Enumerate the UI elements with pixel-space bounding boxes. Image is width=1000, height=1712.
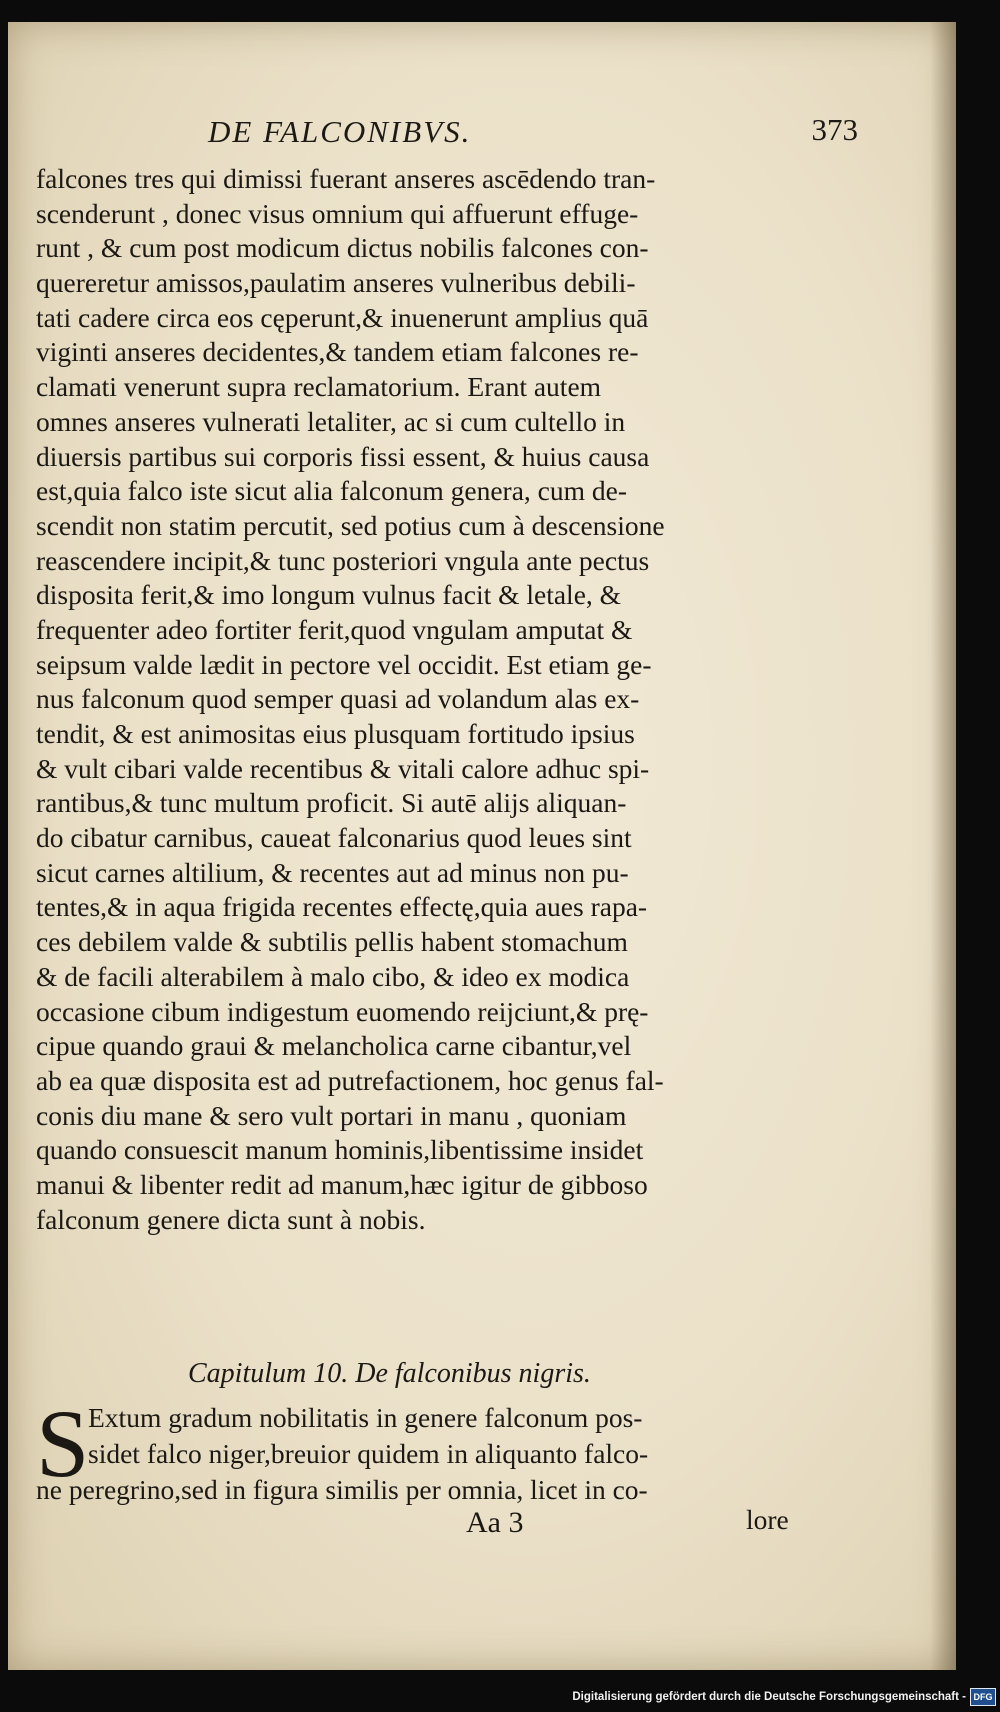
page-number: 373	[811, 112, 858, 147]
text-line: diuersis partibus sui corporis fissi essent, & huius causa	[36, 440, 650, 472]
text-line: falconum genere dicta sunt à nobis.	[36, 1203, 426, 1235]
text-line: manui & libenter redit ad manum,hæc igitur de gibboso	[36, 1168, 648, 1200]
text-line: & vult cibari valde recentibus & vitali calore adhuc spi-	[36, 752, 650, 784]
text-line: reascendere incipit,& tunc posteriori vngula ante pectus	[36, 544, 650, 576]
running-head: DE FALCONIBVS.	[208, 114, 472, 149]
digitization-credit	[572, 1686, 996, 1708]
text-line: scendit non statim percutit, sed potius cum à descensione	[36, 509, 665, 541]
dfg-logo: DFG	[970, 1688, 996, 1706]
book-page	[8, 22, 956, 1670]
text-line: sidet falco niger,breuior quidem in aliquanto falco-	[88, 1438, 649, 1469]
text-line: seipsum valde lædit in pectore vel occidit. Est etiam ge-	[36, 648, 652, 680]
signature-mark: Aa 3	[466, 1506, 524, 1539]
text-line: viginti anseres decidentes,& tandem etiam falcones re-	[36, 336, 639, 368]
text-line: tati cadere circa eos cęperunt,& inuenerunt amplius quā	[36, 301, 649, 333]
page-edge-shadow	[930, 22, 956, 1670]
text-line: sicut carnes altilium, & recentes aut ad minus non pu-	[36, 856, 629, 888]
text-line: rantibus,& tunc multum proficit. Si autē alijs aliquan-	[36, 787, 627, 819]
text-line: quando consuescit manum hominis,libentissime insidet	[36, 1134, 644, 1166]
page-header	[178, 112, 858, 162]
text-line: disposita ferit,& imo longum vulnus facit & letale, &	[36, 579, 622, 611]
chapter-opening-paragraph	[36, 1390, 806, 1508]
text-line: frequenter adeo fortiter ferit,quod vngulam amputat &	[36, 613, 633, 645]
digitization-credit-text: Digitalisierung gefördert durch die Deutsche Forschungsgemeinschaft -	[572, 1691, 966, 1703]
text-line: occasione cibum indigestum euomendo reijciunt,& prę-	[36, 995, 649, 1027]
text-line: tentes,& in aqua frigida recentes effectę,quia aues rapa-	[36, 891, 648, 923]
text-line: runt , & cum post modicum dictus nobilis falcones con-	[36, 232, 649, 264]
text-line: do cibatur carnibus, caueat falconarius quod leues sint	[36, 822, 632, 854]
text-line: nus falconum quod semper quasi ad volandum alas ex-	[36, 683, 640, 715]
text-line: conis diu mane & sero vult portari in manu , quoniam	[36, 1099, 627, 1131]
text-line: tendit, & est animositas eius plusquam fortitudo ipsius	[36, 718, 635, 749]
text-line: ne peregrino,sed in figura similis per omnia, licet in co-	[36, 1474, 648, 1505]
chapter-heading: Capitulum 10. De falconibus nigris.	[188, 1358, 591, 1389]
text-line: & de facili alterabilem à malo cibo, & ideo ex modica	[36, 960, 630, 992]
text-line: ab ea quæ disposita est ad putrefactionem, hoc genus fal-	[36, 1064, 664, 1096]
text-line: est,quia falco iste sicut alia falconum genera, cum de-	[36, 475, 628, 507]
text-line: cipue quando graui & melancholica carne cibantur,vel	[36, 1030, 632, 1062]
catchword: lore	[746, 1504, 789, 1535]
text-line: falcones tres qui dimissi fuerant anseres ascēdendo tran-	[36, 163, 656, 194]
text-line: scenderunt , donec visus omnium qui affuerunt effuge-	[36, 197, 639, 229]
text-line: omnes anseres vulnerati letaliter, ac si cum cultello in	[36, 405, 626, 437]
text-line: quereretur amissos,paulatim anseres vulneribus debili-	[36, 267, 636, 299]
text-line: Extum gradum nobilitatis in genere falconum pos-	[88, 1402, 643, 1433]
drop-cap-initial: S	[36, 1390, 90, 1497]
main-text-block	[36, 162, 801, 1237]
text-line: ces debilem valde & subtilis pellis habent stomachum	[36, 926, 628, 958]
text-line: clamati venerunt supra reclamatorium. Erant autem	[36, 371, 602, 403]
